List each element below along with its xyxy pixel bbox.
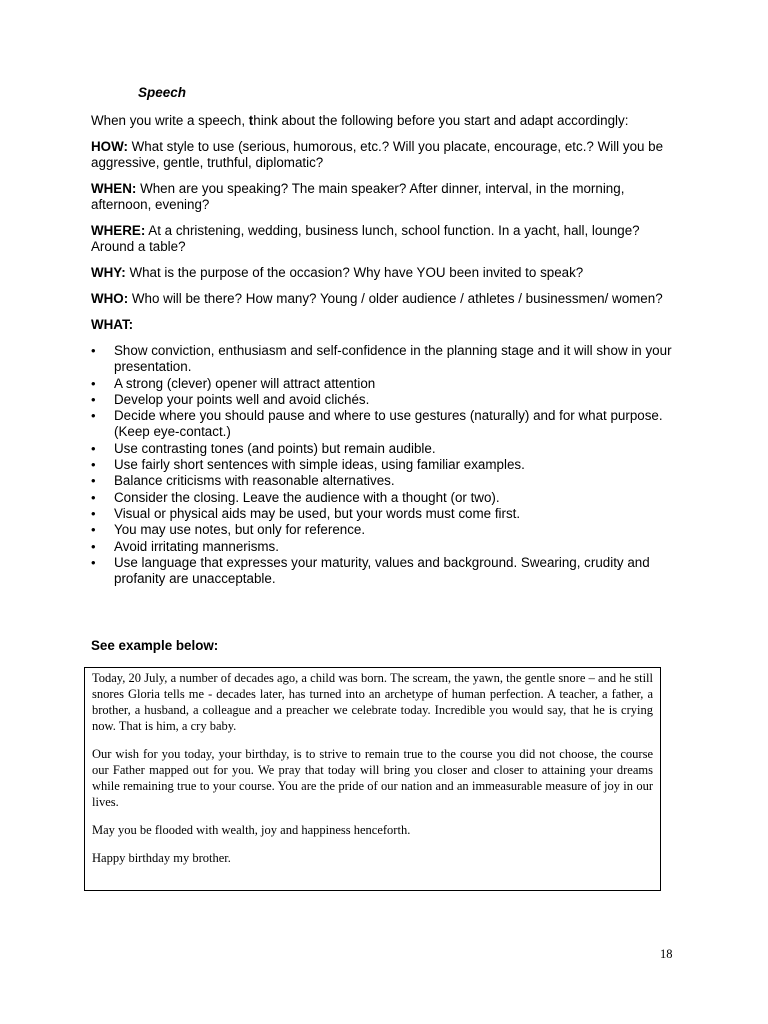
question-label: WHERE:	[91, 223, 146, 238]
list-item	[91, 522, 683, 538]
list-item-text: Use contrasting tones (and points) but remain audible.	[114, 440, 436, 456]
list-item-text: Visual or physical aids may be used, but your words must come first.	[114, 505, 521, 521]
list-item-text: You may use notes, but only for reference.	[114, 522, 366, 538]
question-why	[91, 265, 683, 281]
list-item	[91, 376, 683, 392]
tips-list	[91, 343, 683, 587]
bullet-icon: •	[91, 440, 96, 456]
bullet-icon: •	[91, 457, 96, 473]
intro-bold-letter: t	[248, 113, 254, 128]
list-item	[91, 343, 683, 376]
question-label: WHO:	[91, 291, 129, 306]
example-paragraph: May you be flooded with wealth, joy and happiness henceforth.	[92, 823, 411, 837]
bullet-icon: •	[91, 473, 96, 489]
question-text: What is the purpose of the occasion? Why have YOU been invited to speak?	[125, 265, 584, 280]
list-item	[91, 441, 683, 457]
list-item-text: Develop your points well and avoid clichés.	[114, 391, 370, 407]
question-label: WHEN:	[91, 181, 137, 196]
bullet-icon: •	[91, 343, 96, 358]
list-item-text: Balance criticisms with reasonable alternatives.	[114, 473, 395, 489]
page-heading: Speech	[138, 85, 187, 100]
what-label: WHAT:	[91, 317, 134, 332]
example-paragraph: Happy birthday my brother.	[92, 851, 231, 865]
page-number: 18	[660, 947, 673, 961]
list-item-text: A strong (clever) opener will attract attention	[114, 375, 376, 391]
list-item	[91, 506, 683, 522]
list-item-text: Use fairly short sentences with simple ideas, using familiar examples.	[114, 457, 525, 473]
example-paragraph: Our wish for you today, your birthday, is to strive to remain true to the course you did not choose, the course our Father mapped out for you. We pray that today will bring you closer and closer to attaining your dreams while remaining true to your course. You are the pride of our nation and an immeasurable measure of joy in our lives.	[92, 747, 653, 809]
list-item	[91, 457, 683, 473]
bullet-icon: •	[91, 554, 96, 570]
question-label: WHY:	[91, 265, 126, 280]
example-paragraph: Today, 20 July, a number of decades ago, a child was born. The scream, the yawn, the gentle snore – and he still snores Gloria tells me - decades later, has turned into an archetype of human perfection. A teacher, a father, a brother, a husband, a colleague and a preacher we celebrate today. Incredible you would say, that he is crying now. That is him, a cry baby.	[92, 671, 653, 733]
question-how	[91, 139, 683, 171]
question-text: Who will be there? How many? Young / older audience / athletes / businessmen/ women?	[128, 291, 663, 306]
question-where	[91, 223, 683, 255]
see-example-label: See example below:	[91, 638, 219, 653]
bullet-icon: •	[91, 522, 96, 538]
question-who	[91, 291, 683, 307]
list-item-text: Consider the closing. Leave the audience with a thought (or two).	[114, 489, 500, 505]
bullet-icon: •	[91, 391, 96, 407]
question-when	[91, 181, 683, 213]
list-item-text: Decide where you should pause and where to use gestures (naturally) and for what purpose. (Keep eye-contact.)	[114, 408, 663, 440]
intro-paragraph	[91, 113, 683, 129]
question-text: When are you speaking? The main speaker? After dinner, interval, in the morning, afternoon, evening?	[91, 181, 625, 212]
bullet-icon: •	[91, 408, 96, 424]
bullet-icon: •	[91, 505, 96, 521]
bullet-icon: •	[91, 375, 96, 391]
intro-text-end: hink about the following before you start and adapt accordingly:	[253, 113, 629, 128]
list-item	[91, 408, 683, 441]
list-item	[91, 473, 683, 489]
list-item-text: Avoid irritating mannerisms.	[114, 538, 279, 554]
example-speech-box	[84, 667, 661, 891]
question-text: At a christening, wedding, business lunch, school function. In a yacht, hall, lounge? Around a table?	[91, 223, 640, 254]
intro-text-start: When you write a speech,	[91, 113, 249, 128]
list-item	[91, 392, 683, 408]
list-item	[91, 490, 683, 506]
list-item-text: Show conviction, enthusiasm and self-confidence in the planning stage and it will show in your presentation.	[114, 343, 672, 375]
question-label: HOW:	[91, 139, 128, 154]
main-content	[91, 113, 683, 587]
list-item	[91, 539, 683, 555]
bullet-icon: •	[91, 489, 96, 505]
bullet-icon: •	[91, 538, 96, 554]
list-item-text: Use language that expresses your maturity, values and background. Swearing, crudity and profanity are unacceptable.	[114, 554, 650, 587]
question-text: What style to use (serious, humorous, etc.? Will you placate, encourage, etc.? Will you be aggressive, gentle, truthful, diplomatic?	[91, 139, 664, 170]
list-item	[91, 555, 683, 588]
